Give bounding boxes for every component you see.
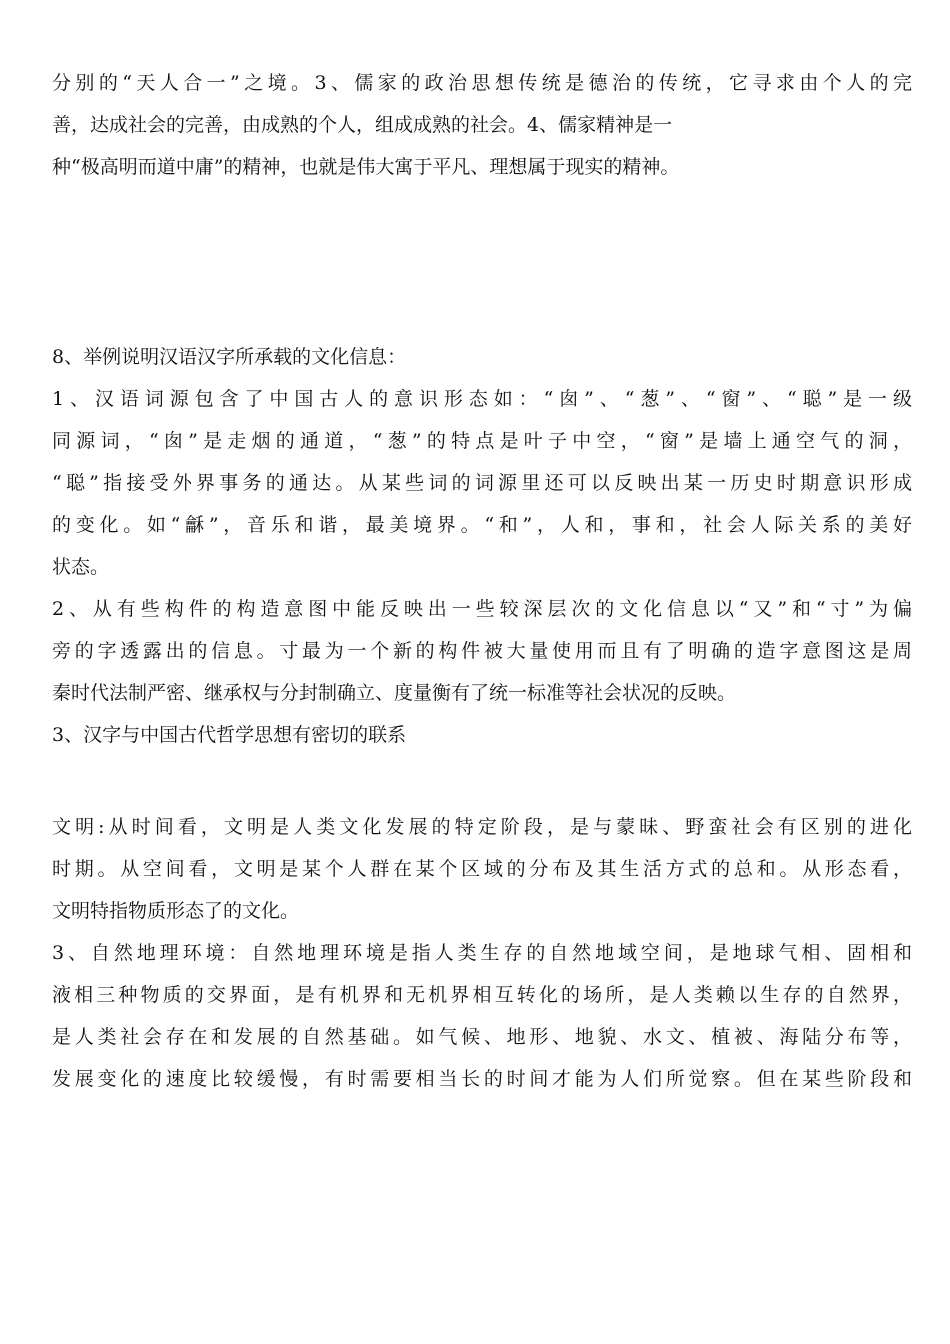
text-line: 的变化。如“龢”，音乐和谐，最美境界。“和”，人和，事和，社会人际关系的美好 [52,514,912,536]
text-line: 状态。 [52,556,110,578]
text-line: “聪”指接受外界事务的通达。从某些词的词源里还可以反映出某一历史时期意识形成 [52,472,912,494]
text-line: 液相三种物质的交界面，是有机界和无机界相互转化的场所，是人类赖以生存的自然界， [52,984,912,1006]
text-line: 旁的字透露出的信息。寸最为一个新的构件被大量使用而且有了明确的造字意图这是周 [52,640,912,662]
text-line: 文明:从时间看，文明是人类文化发展的特定阶段，是与蒙昧、野蛮社会有区别的进化 [52,816,912,838]
text-line: 3、自然地理环境：自然地理环境是指人类生存的自然地域空间，是地球气相、固相和 [52,942,912,964]
blank-space [52,756,912,806]
text-line: 1、汉语词源包含了中国古人的意识形态如：“囱”、“葱”、“窗”、“聪”是一级 [52,388,912,410]
confucian-spirit-paragraph [52,62,912,188]
civilization-section [52,806,912,1100]
text-line: 2、从有些构件的构造意图中能反映出一些较深层次的文化信息以“又”和“寸”为偏 [52,598,912,620]
text-line: 发展变化的速度比较缓慢，有时需要相当长的时间才能为人们所觉察。但在某些阶段和 [52,1068,912,1090]
text-line: 种“极高明而道中庸”的精神，也就是伟大寓于平凡、理想属于现实的精神。 [52,156,680,178]
text-line: 是人类社会存在和发展的自然基础。如气候、地形、地貌、水文、植被、海陆分布等， [52,1026,912,1048]
text-line: 同源词，“囱”是走烟的通道，“葱”的特点是叶子中空，“窗”是墙上通空气的洞， [52,430,912,452]
text-line: 善，达成社会的完善，由成熟的个人，组成成熟的社会。4、儒家精神是一 [52,114,673,136]
document-page [52,62,912,1100]
blank-space [52,188,912,336]
question-heading: 8、举例说明汉语汉字所承载的文化信息： [52,346,407,368]
text-line: 文明特指物质形态了的文化。 [52,900,300,922]
text-line: 时期。从空间看，文明是某个人群在某个区域的分布及其生活方式的总和。从形态看， [52,858,912,880]
text-line: 分别的“天人合一”之境。3、儒家的政治思想传统是德治的传统，它寻求由个人的完 [52,72,912,94]
text-line: 3、汉字与中国古代哲学思想有密切的联系 [52,724,407,746]
text-line: 秦时代法制严密、继承权与分封制确立、度量衡有了统一标准等社会状况的反映。 [52,682,737,704]
question-8-section [52,336,912,756]
